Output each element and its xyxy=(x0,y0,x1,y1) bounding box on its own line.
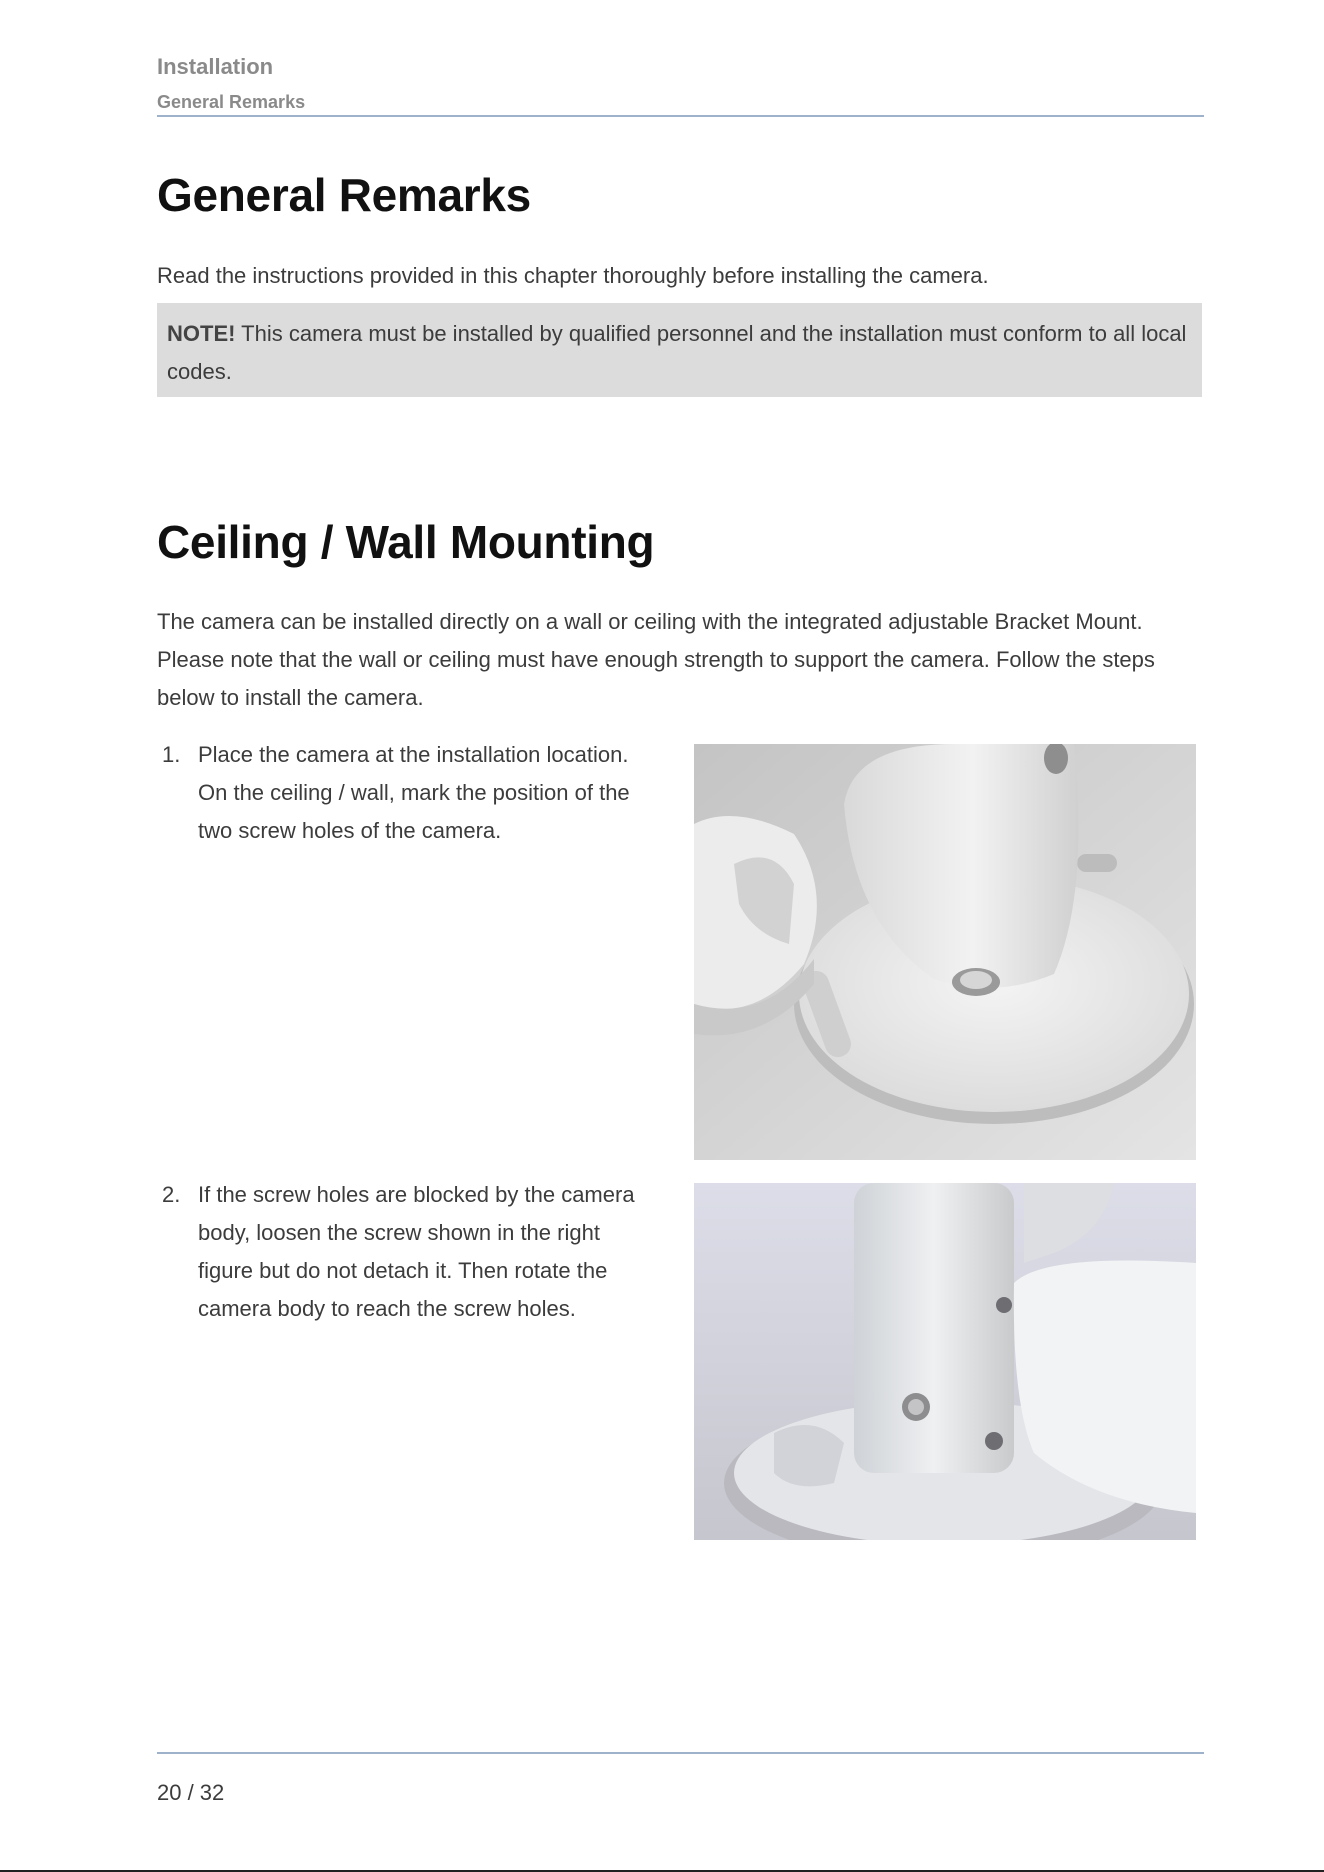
note-text: This camera must be installed by qualified personnel and the installation must conform to all local codes. xyxy=(167,321,1187,384)
ceiling-wall-mounting-heading: Ceiling / Wall Mounting xyxy=(157,516,655,568)
running-header-subsection: General Remarks xyxy=(157,92,306,112)
running-header-section: Installation xyxy=(157,54,274,79)
note-label: NOTE! xyxy=(167,321,236,346)
camera-mount-photo xyxy=(694,744,1196,1160)
camera-screw-photo xyxy=(694,1183,1196,1540)
step-number: 1. xyxy=(162,742,181,767)
header-rule xyxy=(157,115,1204,117)
step-text: Place the camera at the installation location. On the ceiling / wall, mark the position of the two screw holes of the camera. xyxy=(198,742,630,843)
step-number: 2. xyxy=(162,1182,181,1207)
page-number: 20 / 32 xyxy=(157,1780,225,1805)
general-remarks-intro: Read the instructions provided in this chapter thoroughly before installing the camera. xyxy=(157,263,989,288)
general-remarks-heading: General Remarks xyxy=(157,169,531,221)
step-text: If the screw holes are blocked by the camera body, loosen the screw shown in the right figure but do not detach it. Then rotate the camera body to reach the screw holes. xyxy=(198,1182,635,1321)
footer-rule xyxy=(157,1752,1204,1754)
mounting-intro: The camera can be installed directly on a wall or ceiling with the integrated adjustable Bracket Mount. Please note that the wall or ceiling must have enough strength to support the camera. Follow the steps below to install the camera. xyxy=(157,609,1155,710)
note-box xyxy=(157,303,1202,397)
